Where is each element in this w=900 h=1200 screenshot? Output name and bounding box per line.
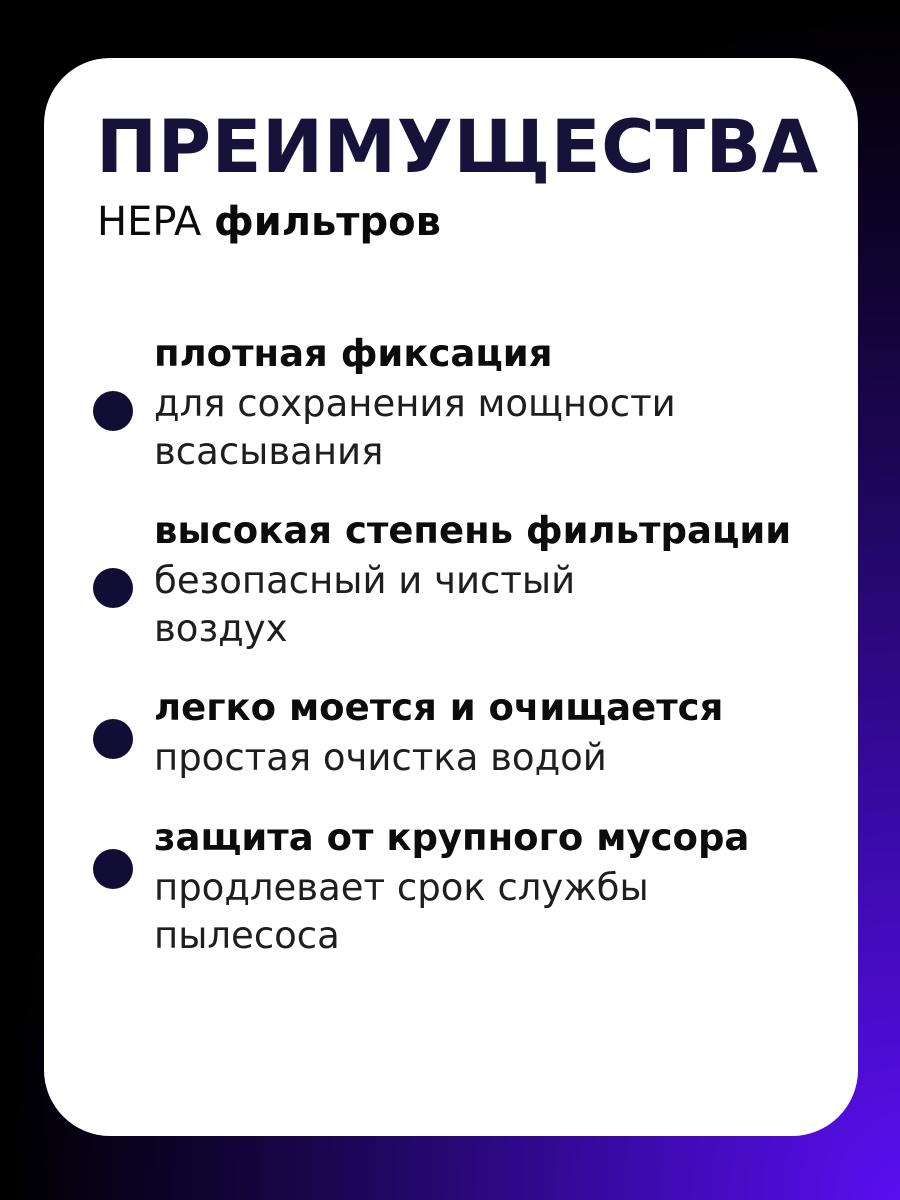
benefit-desc-line: продлевает срок службы xyxy=(154,866,649,909)
benefit-desc-line: безопасный и чистый xyxy=(154,559,576,602)
benefit-title: высокая степень фильтрации xyxy=(154,509,792,552)
benefit-desc-line: пылесоса xyxy=(154,914,340,957)
benefit-title: плотная фиксация xyxy=(154,332,553,375)
bullet-icon xyxy=(93,719,133,759)
bullet-icon xyxy=(93,568,133,608)
page-title: ПРЕИМУЩЕСТВА xyxy=(96,105,819,190)
bullet-icon xyxy=(93,391,133,431)
benefit-desc-line: простая очистка водой xyxy=(154,736,607,779)
benefit-title: защита от крупного мусора xyxy=(154,816,750,859)
benefit-title: легко моется и очищается xyxy=(154,686,724,729)
benefit-text xyxy=(154,812,854,960)
benefit-text xyxy=(154,328,854,476)
subtitle-bold: фильтров xyxy=(214,199,441,245)
subtitle-light: HEPA xyxy=(97,199,202,245)
benefit-desc-line: воздух xyxy=(154,607,288,650)
benefit-text xyxy=(154,682,854,782)
benefit-text xyxy=(154,505,854,653)
benefit-desc-line: для сохранения мощности xyxy=(154,382,676,425)
benefit-desc-line: всасывания xyxy=(154,430,384,473)
bullet-icon xyxy=(93,849,133,889)
page-subtitle xyxy=(97,196,441,248)
